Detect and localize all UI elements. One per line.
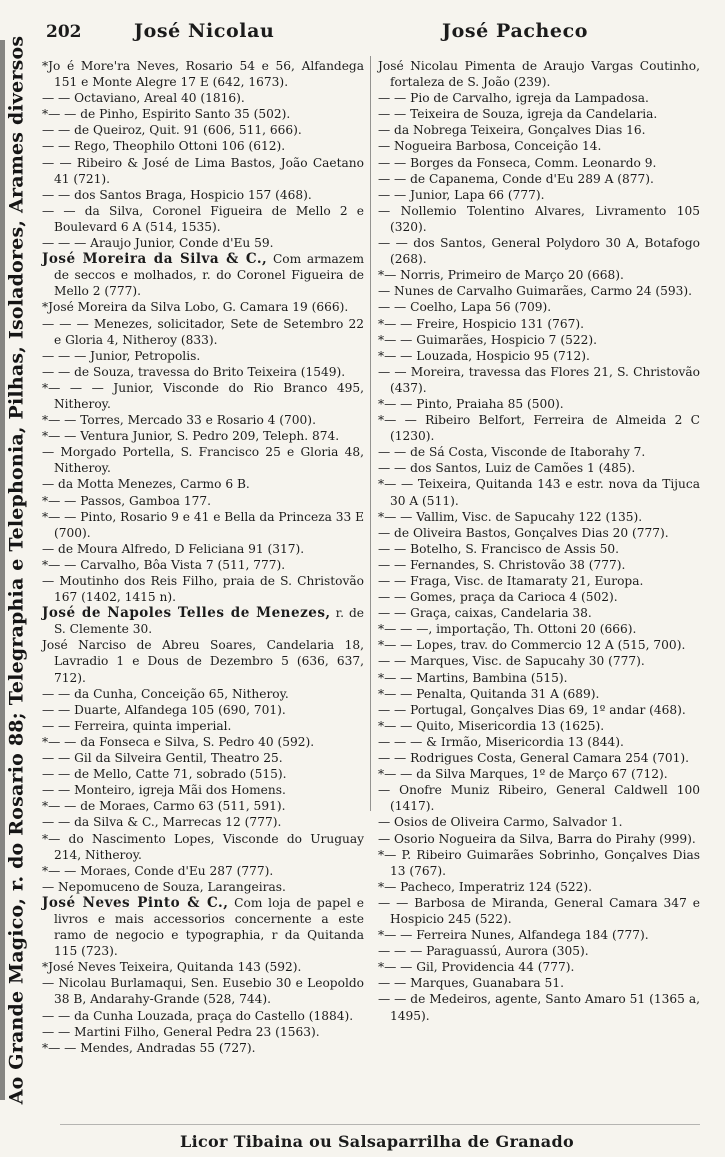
directory-entry <box>42 58 364 90</box>
directory-entry <box>42 766 364 782</box>
directory-entry <box>42 1040 364 1056</box>
directory-entry <box>378 831 700 847</box>
directory-entry <box>42 444 364 476</box>
entry-text: — — — Junior, Petropolis. <box>42 348 201 363</box>
entry-text: *— Norris, Primeiro de Março 20 (668). <box>378 268 624 283</box>
entry-text: *— — Guimarães, Hospicio 7 (522). <box>378 332 597 347</box>
entry-text: — da Nobrega Teixeira, Gonçalves Dias 16. <box>378 123 646 138</box>
directory-entry <box>378 541 700 557</box>
entry-text: — — de Mello, Catte 71, sobrado (515). <box>42 767 287 782</box>
directory-entry <box>378 943 700 959</box>
directory-entry <box>378 702 700 718</box>
directory-entry <box>378 460 700 476</box>
directory-entry <box>42 879 364 895</box>
directory-entry <box>378 412 700 444</box>
entry-text: — — Graça, caixas, Candelaria 38. <box>378 606 592 621</box>
entry-text: *— do Nascimento Lopes, Visconde do Uruguay 214, Nitheroy. <box>42 831 364 862</box>
directory-entry <box>378 637 700 653</box>
entry-text: *— — Pinto, Rosario 9 e 41 e Bella da Princeza 33 E (700). <box>42 509 364 540</box>
directory-entry <box>378 927 700 943</box>
directory-entry <box>378 991 700 1023</box>
entry-text: *— — —, importação, Th. Ottoni 20 (666). <box>378 622 637 637</box>
directory-entry <box>42 364 364 380</box>
directory-entry <box>378 203 700 235</box>
directory-entry <box>42 573 364 605</box>
entry-text: — — de Sá Costa, Visconde de Itaborahy 7. <box>378 445 646 460</box>
entry-text: — — — Menezes, solicitador, Sete de Setembro 22 e Gloria 4, Nitheroy (833). <box>42 316 364 347</box>
entry-text: *— Pacheco, Imperatriz 124 (522). <box>378 879 593 894</box>
column-divider <box>370 56 371 811</box>
directory-entry <box>42 138 364 154</box>
directory-entry <box>42 557 364 573</box>
entry-text: Com loja de papel e livros e mais accessorios concernente a este ramo de negocio e typographia, r da Quitanda 115 (723). <box>54 895 365 959</box>
entry-text: *— — Ventura Junior, S. Pedro 209, Teleph. 874. <box>42 429 340 444</box>
entry-text: — — Rego, Theophilo Ottoni 106 (612). <box>42 139 286 154</box>
directory-entry <box>42 316 364 348</box>
directory-entry <box>42 702 364 718</box>
page-header <box>42 18 712 46</box>
directory-entry <box>378 847 700 879</box>
directory-entry <box>378 605 700 621</box>
directory-entry <box>378 187 700 203</box>
directory-entry <box>378 814 700 830</box>
directory-entry <box>378 444 700 460</box>
entry-text: *— — da Fonseca e Silva, S. Pedro 40 (592). <box>42 734 315 749</box>
entry-text: Com armazem de seccos e molhados, r. do Coronel Figueira de Mello 2 (777). <box>54 252 364 299</box>
entry-text: — — de Souza, travessa do Brito Teixeira (1549). <box>42 364 346 379</box>
entry-text: — Nepomuceno de Souza, Larangeiras. <box>42 879 286 894</box>
directory-entry <box>378 509 700 525</box>
entry-text: *— — Penalta, Quitanda 31 A (689). <box>378 686 600 701</box>
directory-entry <box>378 686 700 702</box>
entry-text: — Nicolau Burlamaqui, Sen. Eusebio 30 e Leopoldo 38 B, Andarahy-Grande (528, 744). <box>42 976 364 1007</box>
entry-text: *— — Lopes, trav. do Commercio 12 A (515, 700). <box>378 638 686 653</box>
directory-entry <box>42 187 364 203</box>
directory-entry <box>378 155 700 171</box>
directory-entry <box>378 766 700 782</box>
directory-entry <box>42 509 364 541</box>
directory-entry <box>42 782 364 798</box>
directory-entry <box>42 122 364 138</box>
entry-text: — — Moreira, travessa das Flores 21, S. Christovão (437). <box>378 364 700 395</box>
directory-entry <box>378 332 700 348</box>
entry-text: *— — Quito, Misericordia 13 (1625). <box>378 718 605 733</box>
entry-text: *— P. Ribeiro Guimarães Sobrinho, Gonçalves Dias 13 (767). <box>378 847 700 878</box>
directory-entry <box>378 959 700 975</box>
entry-text: — Onofre Muniz Ribeiro, General Caldwell 100 (1417). <box>378 783 700 814</box>
entry-text: — — dos Santos Braga, Hospicio 157 (468). <box>42 187 312 202</box>
entry-text: *Jo é More'ra Neves, Rosario 54 e 56, Alfandega 151 e Monte Alegre 17 E (642, 1673). <box>42 59 364 90</box>
directory-entry <box>42 686 364 702</box>
entry-text: *— — Moraes, Conde d'Eu 287 (777). <box>42 863 274 878</box>
entry-text: — — Ribeiro & José de Lima Bastos, João Caetano 41 (721). <box>42 155 364 186</box>
entry-text: — — Portugal, Gonçalves Dias 69, 1º andar (468). <box>378 702 686 717</box>
directory-entry <box>378 718 700 734</box>
entry-text: — — Borges da Fonseca, Comm. Leonardo 9. <box>378 155 657 170</box>
entry-text: *— — Passos, Gamboa 177. <box>42 493 211 508</box>
directory-entry <box>378 573 700 589</box>
entry-text: — Nollemio Tolentino Alvares, Livramento 105 (320). <box>378 203 700 234</box>
directory-entry <box>378 653 700 669</box>
entry-text: — — da Silva & C., Marrecas 12 (777). <box>42 815 282 830</box>
directory-entry <box>42 734 364 750</box>
footer-advertisement: Licor Tibaina ou Salsaparrilha de Granado <box>180 1132 574 1151</box>
entry-text: *— — Ferreira Nunes, Alfandega 184 (777). <box>378 928 649 943</box>
entry-text: — — dos Santos, Luiz de Camões 1 (485). <box>378 461 636 476</box>
firm-name: José Neves Pinto & C., <box>42 894 229 911</box>
directory-entry <box>42 1008 364 1024</box>
entry-text: — — Martini Filho, General Pedra 23 (1563). <box>42 1024 320 1039</box>
entry-text: *— — Ribeiro Belfort, Ferreira de Almeida 2 C (1230). <box>378 413 700 444</box>
entry-text: — — Botelho, S. Francisco de Assis 50. <box>378 541 620 556</box>
directory-entry <box>42 299 364 315</box>
entry-text: *— — Louzada, Hospicio 95 (712). <box>378 348 590 363</box>
entry-text: — Nogueira Barbosa, Conceição 14. <box>378 139 602 154</box>
directory-entry <box>378 557 700 573</box>
entry-text: — Osorio Nogueira da Silva, Barra do Pirahy (999). <box>378 831 696 846</box>
directory-entry <box>378 90 700 106</box>
entry-text: — — Fernandes, S. Christovão 38 (777). <box>378 557 626 572</box>
footer-rule <box>60 1124 700 1125</box>
directory-entry <box>378 879 700 895</box>
entry-text: *José Neves Teixeira, Quitanda 143 (592). <box>42 960 302 975</box>
directory-entry <box>42 798 364 814</box>
directory-entry <box>378 476 700 508</box>
entry-text: — — Coelho, Lapa 56 (709). <box>378 300 552 315</box>
entry-text: — Osios de Oliveira Carmo, Salvador 1. <box>378 815 623 830</box>
directory-entry <box>378 171 700 187</box>
entry-text: — — dos Santos, General Polydoro 30 A, Botafogo (268). <box>378 236 700 267</box>
entry-text: — — Pio de Carvalho, igreja da Lampadosa. <box>378 91 649 106</box>
directory-entry <box>378 975 700 991</box>
directory-entry <box>42 959 364 975</box>
entry-text: — — Marques, Guanabara 51. <box>378 976 564 991</box>
entry-text: *— — Mendes, Andradas 55 (727). <box>42 1040 256 1055</box>
right-running-head: José Pacheco <box>442 20 589 42</box>
left-running-head: José Nicolau <box>134 20 275 42</box>
side-advertisement <box>0 35 32 1105</box>
entry-text: — — de Queiroz, Quit. 91 (606, 511, 666). <box>42 123 302 138</box>
entry-text: *— — Teixeira, Quitanda 143 e estr. nova da Tijuca 30 A (511). <box>378 477 700 508</box>
entry-text: *— — — Junior, Visconde do Rio Branco 495, Nitheroy. <box>42 380 364 411</box>
entry-text: — — — Paraguassú, Aurora (305). <box>378 944 589 959</box>
directory-entry <box>378 525 700 541</box>
entry-text: — — Rodrigues Costa, General Camara 254 (701). <box>378 751 690 766</box>
directory-entry <box>42 814 364 830</box>
directory-entry <box>42 235 364 251</box>
directory-entry <box>378 734 700 750</box>
entry-text: *— — Torres, Mercado 33 e Rosario 4 (700). <box>42 413 316 428</box>
directory-entry <box>378 895 700 927</box>
directory-entry <box>378 348 700 364</box>
entry-text: — — Duarte, Alfandega 105 (690, 701). <box>42 702 286 717</box>
entry-text: — Morgado Portella, S. Francisco 25 e Gloria 48, Nitheroy. <box>42 445 364 476</box>
directory-entry <box>42 348 364 364</box>
right-column <box>378 58 700 1024</box>
directory-entry <box>42 203 364 235</box>
entry-text: *— — Vallim, Visc. de Sapucahy 122 (135). <box>378 509 643 524</box>
entry-text: — de Oliveira Bastos, Gonçalves Dias 20 (777). <box>378 525 669 540</box>
entry-text: — — Teixeira de Souza, igreja da Candelaria. <box>378 107 658 122</box>
entry-text: — — Gil da Silveira Gentil, Theatro 25. <box>42 751 283 766</box>
directory-entry <box>378 589 700 605</box>
directory-entry <box>42 155 364 187</box>
entry-text: *— — Martins, Bambina (515). <box>378 670 568 685</box>
entry-text: — — da Cunha, Conceição 65, Nitheroy. <box>42 686 289 701</box>
firm-name: José Moreira da Silva & C., <box>42 251 268 268</box>
entry-text: — — — Araujo Junior, Conde d'Eu 59. <box>42 236 274 251</box>
entry-text: *— — Freire, Hospicio 131 (767). <box>378 316 585 331</box>
directory-entry <box>42 541 364 557</box>
directory-entry <box>378 122 700 138</box>
directory-entry <box>378 621 700 637</box>
entry-text: José Narciso de Abreu Soares, Candelaria 18, Lavradio 1 e Dous de Dezembro 5 (636, 637, 712). <box>42 638 364 685</box>
entry-text: — da Motta Menezes, Carmo 6 B. <box>42 477 250 492</box>
entry-text: *José Moreira da Silva Lobo, G. Camara 19 (666). <box>42 300 349 315</box>
directory-entry <box>42 428 364 444</box>
directory-entry <box>378 396 700 412</box>
entry-text: *— — Pinto, Praiaha 85 (500). <box>378 396 564 411</box>
directory-entry <box>42 895 364 959</box>
entry-text: — — Monteiro, igreja Mãi dos Homens. <box>42 783 286 798</box>
entry-text: — — de Capanema, Conde d'Eu 289 A (877). <box>378 171 654 186</box>
directory-entry <box>42 476 364 492</box>
directory-entry <box>42 637 364 685</box>
entry-text: *— — da Silva Marques, 1º de Março 67 (712). <box>378 767 668 782</box>
entry-text: — — Gomes, praça da Carioca 4 (502). <box>378 590 618 605</box>
directory-entry <box>42 90 364 106</box>
entry-text: — — Barbosa de Miranda, General Camara 347 e Hospicio 245 (522). <box>378 895 700 926</box>
entry-text: *— — Carvalho, Bôa Vista 7 (511, 777). <box>42 557 286 572</box>
directory-entry <box>42 1024 364 1040</box>
directory-entry <box>378 283 700 299</box>
directory-entry <box>42 831 364 863</box>
entry-text: — — da Cunha Louzada, praça do Castello (1884). <box>42 1008 354 1023</box>
entry-text: r. de S. Clemente 30. <box>54 606 365 637</box>
directory-entry <box>378 782 700 814</box>
left-column <box>42 58 364 1056</box>
directory-entry <box>378 235 700 267</box>
entry-text: *— — de Pinho, Espirito Santo 35 (502). <box>42 107 291 122</box>
side-advertisement-text: Ao Grande Magico, r. do Rosario 88; Telegraphia e Telephonia, Pilhas, Isoladores, Arames diversos <box>5 35 28 1105</box>
entry-text: — Moutinho dos Reis Filho, praia de S. Christovão 167 (1402, 1415 n). <box>42 574 364 605</box>
entry-text: — — Marques, Visc. de Sapucahy 30 (777). <box>378 654 645 669</box>
entry-text: — — de Medeiros, agente, Santo Amaro 51 (1365 a, 1495). <box>378 992 700 1023</box>
entry-text: — — Junior, Lapa 66 (777). <box>378 187 545 202</box>
directory-entry <box>42 251 364 299</box>
entry-text: *— — Gil, Providencia 44 (777). <box>378 960 575 975</box>
directory-entry <box>378 670 700 686</box>
directory-entry <box>378 316 700 332</box>
directory-entry <box>42 605 364 637</box>
entry-text: — — Octaviano, Areal 40 (1816). <box>42 91 245 106</box>
directory-entry <box>378 106 700 122</box>
directory-entry <box>378 364 700 396</box>
directory-entry <box>42 412 364 428</box>
firm-name: José de Napoles Telles de Menezes, <box>42 605 331 622</box>
directory-entry <box>42 718 364 734</box>
directory-entry <box>42 975 364 1007</box>
entry-text: José Nicolau Pimenta de Araujo Vargas Coutinho, fortaleza de S. João (239). <box>378 59 700 90</box>
entry-text: — de Moura Alfredo, D Feliciana 91 (317). <box>42 541 305 556</box>
entry-text: — — — & Irmão, Misericordia 13 (844). <box>378 734 624 749</box>
directory-entry <box>42 750 364 766</box>
entry-text: *— — de Moraes, Carmo 63 (511, 591). <box>42 799 286 814</box>
entry-text: — — Fraga, Visc. de Itamaraty 21, Europa. <box>378 574 644 588</box>
directory-entry <box>42 380 364 412</box>
directory-entry <box>42 493 364 509</box>
directory-entry <box>378 299 700 315</box>
directory-entry <box>378 750 700 766</box>
entry-text: — Nunes de Carvalho Guimarães, Carmo 24 (593). <box>378 284 693 299</box>
entry-text: — — Ferreira, quinta imperial. <box>42 718 232 733</box>
directory-entry <box>378 58 700 90</box>
directory-entry <box>378 138 700 154</box>
directory-entry <box>42 106 364 122</box>
page-edge-shadow <box>0 40 5 1100</box>
directory-entry <box>378 267 700 283</box>
page-number: 202 <box>46 22 82 42</box>
entry-text: — — da Silva, Coronel Figueira de Mello 2 e Boulevard 6 A (514, 1535). <box>42 203 364 234</box>
directory-entry <box>42 863 364 879</box>
